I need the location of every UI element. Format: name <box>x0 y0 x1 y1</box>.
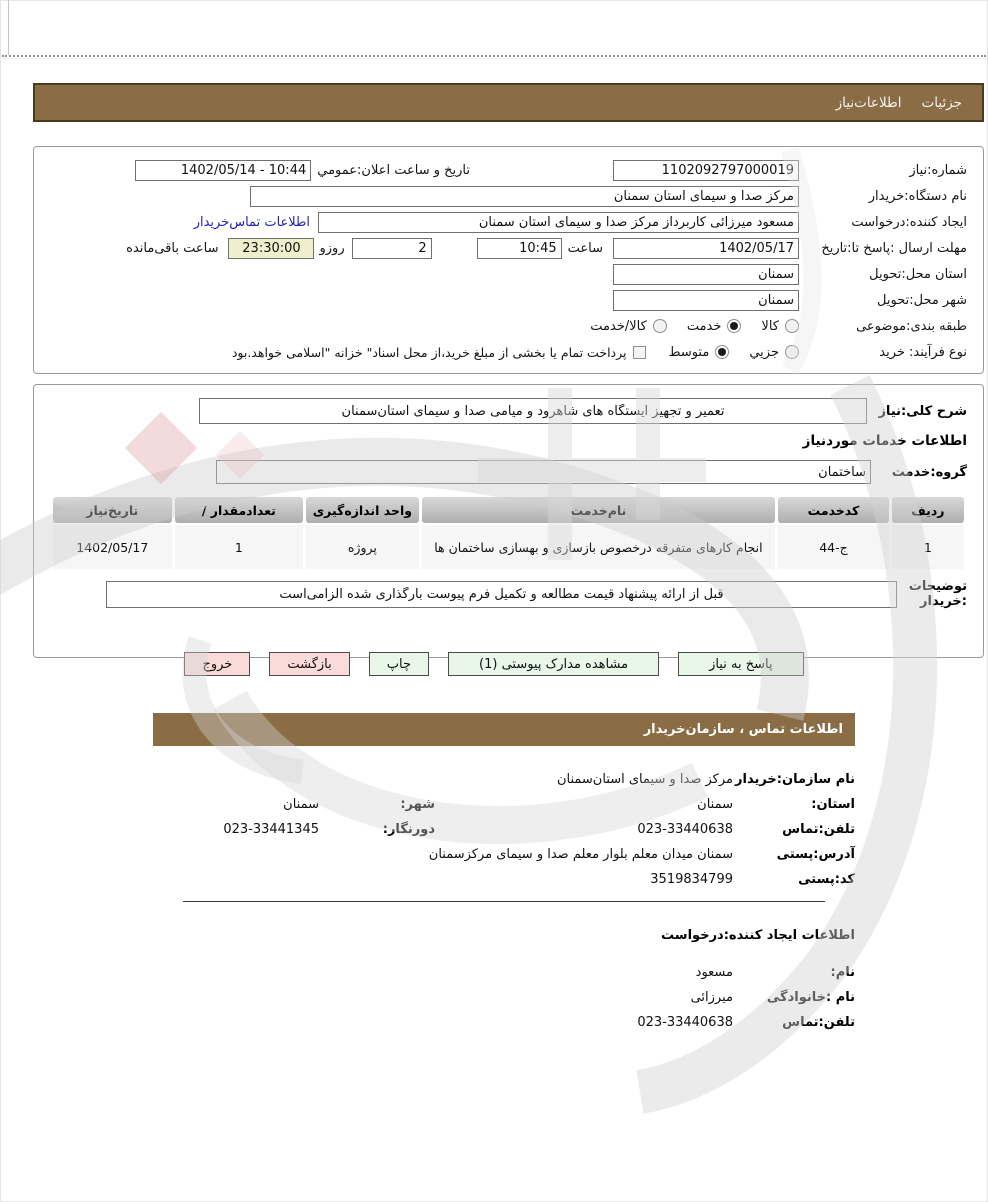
cell-name: انجام کارهای متفرقه درخصوص بازسازی و بهسازی ساختمان ها <box>422 525 776 569</box>
row-creator <box>50 209 967 235</box>
creator-family-label: نام :خانوادگی <box>766 990 855 1005</box>
services-table-header-row <box>53 497 964 523</box>
print-button[interactable]: چاپ <box>369 652 429 676</box>
col-row: ردیف <box>892 497 964 523</box>
org-input[interactable] <box>250 186 799 207</box>
creator-family-value: میرزائی <box>690 990 733 1005</box>
row-creator-family <box>153 990 855 1005</box>
contact-org-label: نام سازمان:خریدار <box>735 772 855 787</box>
contact-province-label: استان: <box>811 797 855 812</box>
goods-service-radio[interactable] <box>653 319 667 333</box>
row-contact-phone-fax <box>153 822 855 837</box>
days-input[interactable] <box>352 238 432 259</box>
option-service <box>687 319 742 334</box>
row-need-number <box>50 157 967 183</box>
need-number-input[interactable] <box>613 160 799 181</box>
cell-unit: پروژه <box>306 525 419 569</box>
option-partial <box>749 345 799 360</box>
service-radio[interactable] <box>727 319 741 333</box>
remaining-label: ساعت باقی‌مانده <box>126 240 219 256</box>
row-description <box>50 398 967 424</box>
row-city <box>50 287 967 313</box>
buyer-note-label <box>897 579 967 609</box>
goods-service-radio-label: کالا/خدمت <box>590 318 647 334</box>
service-radio-label: خدمت <box>686 318 722 334</box>
goods-radio[interactable] <box>785 319 799 333</box>
row-group <box>50 459 967 485</box>
hour-label: ساعت <box>567 240 603 256</box>
contact-city-value: سمنان <box>283 797 319 812</box>
row-contact-postal <box>153 872 855 887</box>
services-table <box>50 495 967 571</box>
creator-section-heading: اطلاعات ایجاد کننده:درخواست <box>661 928 855 943</box>
table-row <box>53 525 964 569</box>
contact-province-value: سمنان <box>697 797 733 812</box>
payment-checkbox-label: پرداخت تمام یا بخشی از مبلغ خرید،از محل اسناد" خزانه "اسلامی خواهد.بود <box>231 344 627 360</box>
group-label: گروه:خدمت <box>891 464 967 480</box>
creator-label: ایجاد کننده:درخواست <box>851 214 967 230</box>
creator-phone-label: تلفن:تماس <box>782 1015 855 1030</box>
contact-phone-value: 023-33440638 <box>637 822 733 837</box>
buyer-note-label-line1: توضیحات <box>908 579 967 594</box>
partial-radio[interactable] <box>785 345 799 359</box>
contact-section <box>153 772 855 1040</box>
title-need-info: اطلاعات‌نیاز <box>835 94 902 111</box>
days-label: روزو <box>319 240 345 256</box>
dotted-separator <box>2 55 986 59</box>
countdown-input[interactable] <box>228 238 314 259</box>
title-details: جزئیات <box>921 94 962 111</box>
province-label: استان محل:تحویل <box>869 266 967 282</box>
row-buyer-note <box>50 579 967 609</box>
cell-code: ج-44 <box>778 525 888 569</box>
deadline-label: مهلت ارسال :پاسخ تا:تاریخ <box>821 240 967 256</box>
contact-address-label: آدرس:پستی <box>776 847 855 862</box>
row-contact-org <box>153 772 855 787</box>
cell-quantity: 1 <box>175 525 304 569</box>
view-attachments-button[interactable]: مشاهده مدارک پیوستی (1) <box>448 652 659 676</box>
contact-fax-label: دورنگار: <box>382 822 435 837</box>
cell-row: 1 <box>892 525 964 569</box>
back-button[interactable]: بازگشت <box>269 652 349 676</box>
row-org <box>50 183 967 209</box>
row-province <box>50 261 967 287</box>
contact-phone-label: تلفن:تماس <box>782 822 855 837</box>
creator-input[interactable] <box>318 212 799 233</box>
contact-postal-value: 3519834799 <box>650 872 733 887</box>
goods-radio-label: کالا <box>761 318 779 334</box>
cell-date: 1402/05/17 <box>53 525 172 569</box>
services-heading: اطلاعات خدمات موردنیاز <box>802 433 967 449</box>
contact-section-header: اطلاعات تماس ، سازمان‌خریدار <box>153 713 855 746</box>
row-category <box>50 313 967 339</box>
contact-org-value: مرکز صدا و سیمای استان‌سمنان <box>556 772 733 787</box>
option-goods-service <box>590 319 667 334</box>
col-code: کدخدمت <box>778 497 888 523</box>
creator-name-value: مسعود <box>695 965 733 980</box>
buyer-note-label-line2: :خریدار <box>920 594 967 609</box>
action-buttons <box>0 652 988 676</box>
section-need-details <box>33 384 984 658</box>
top-left-tick <box>8 0 9 55</box>
row-contact-province-city <box>153 797 855 812</box>
deadline-time-input[interactable] <box>477 238 562 259</box>
need-number-label: شماره:نیاز <box>909 162 967 178</box>
col-quantity: تعدادمقدار / <box>175 497 304 523</box>
creator-name-label: نام: <box>830 965 855 980</box>
exit-button[interactable]: خروج <box>184 652 250 676</box>
category-label: طبقه بندی:موضوعی <box>856 318 967 334</box>
option-payment <box>232 345 647 360</box>
divider <box>183 901 825 902</box>
announce-input[interactable] <box>135 160 311 181</box>
buyer-contact-link[interactable]: اطلاعات تماس‌خریدار <box>193 214 310 230</box>
title-bar <box>33 83 984 122</box>
medium-radio[interactable] <box>715 345 729 359</box>
medium-radio-label: متوسط <box>668 344 710 360</box>
description-label: شرح کلی:نیاز <box>878 403 967 419</box>
row-creator-name <box>153 965 855 980</box>
group-input[interactable] <box>216 460 871 484</box>
buyer-note-input[interactable] <box>106 581 897 608</box>
description-input[interactable] <box>199 398 867 424</box>
respond-button[interactable]: پاسخ به نیاز <box>678 652 804 676</box>
deadline-date-input[interactable] <box>613 238 799 259</box>
row-creator-phone <box>153 1015 855 1030</box>
process-label: نوع فرآیند: خرید <box>879 344 967 360</box>
creator-phone-value: 023-33440638 <box>637 1015 733 1030</box>
province-input[interactable] <box>613 264 799 285</box>
row-contact-address <box>153 847 855 862</box>
col-name: نام‌خدمت <box>422 497 776 523</box>
contact-postal-label: کد:پستی <box>798 872 855 887</box>
col-date: تاریخ‌نیاز <box>53 497 172 523</box>
contact-fax-value: 023-33441345 <box>223 822 319 837</box>
option-goods <box>761 319 799 334</box>
payment-checkbox[interactable] <box>633 346 646 359</box>
row-process <box>50 339 967 365</box>
option-medium <box>668 345 729 360</box>
contact-address-value: سمنان میدان معلم بلوار معلم صدا و سیمای مرکزسمنان <box>428 847 733 862</box>
city-input[interactable] <box>613 290 799 311</box>
org-label: نام دستگاه:خریدار <box>868 188 967 204</box>
city-label: شهر محل:تحویل <box>877 292 967 308</box>
col-unit: واحد اندازه‌گیری <box>306 497 419 523</box>
announce-label: تاریخ و ساعت اعلان:عمومي <box>317 162 470 178</box>
row-deadline <box>50 235 967 261</box>
partial-radio-label: جزیي <box>749 344 779 360</box>
contact-city-label: شهر: <box>400 797 435 812</box>
section-general-info <box>33 146 984 374</box>
